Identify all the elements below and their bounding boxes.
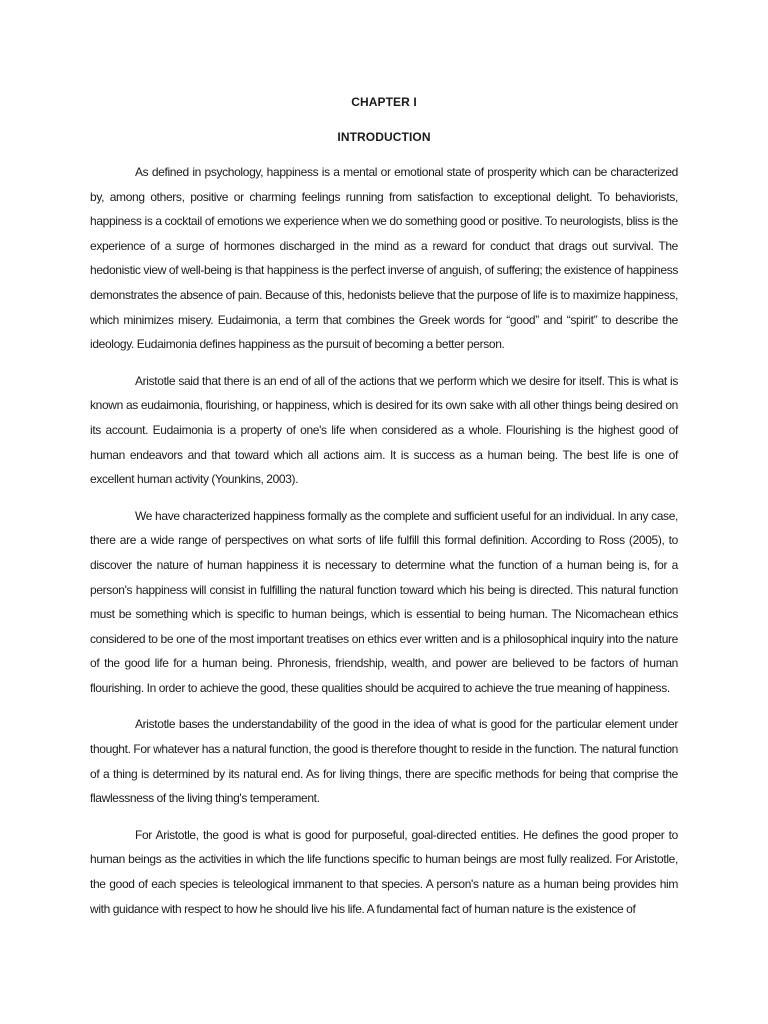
paragraph-5: For Aristotle, the good is what is good for purposeful, goal-directed entities. He defines the good proper to human beings as the activities in which the life functions specific to human beings are most fully realized. For Aristotle, the good of each species is teleological immanent to that species. A person's nature as a human being provides him with guidance with respect to how he should live his life. A fundamental fact of human nature is the existence of bbox=[90, 827, 678, 916]
chapter-heading: CHAPTER I bbox=[351, 95, 417, 109]
section-title: INTRODUCTION bbox=[337, 130, 431, 144]
paragraph-4: Aristotle bases the understandability of the good in the idea of what is good for the particular element under thought. For whatever has a natural function, the good is therefore thought to reside in the function. The natural function of a thing is determined by its natural end. As for living things, there are specific methods for being that comprise the flawlessness of the living thing's temperament. bbox=[90, 717, 679, 806]
paragraph-3: We have characterized happiness formally as the complete and sufficient useful for an individual. In any case, there are a wide range of perspectives on what sorts of life fulfill this formal definition. According to Ross (2005), to discover the nature of human happiness it is necessary to determine what the function of a human being is, for a person's happiness will consist in fulfilling the natural function toward which his being is directed. This natural function must be something which is specific to human beings, which is essential to being human. The Nicomachean ethics considered to be one of the most important treatises on ethics ever written and is a philosophical inquiry into the nature of the good life for a human being. Phronesis, friendship, wealth, and power are believed to be factors of human flourishing. In order to achieve the good, these qualities should be acquired to achieve the true meaning of happiness. bbox=[90, 508, 678, 695]
body-text bbox=[90, 160, 678, 933]
paragraph-2: Aristotle said that there is an end of all of the actions that we perform which we desire for itself. This is what is known as eudaimonia, flourishing, or happiness, which is desired for its own sake with all other things being desired on its account. Eudaimonia is a property of one's life when considered as a whole. Flourishing is the highest good of human endeavors and that toward which all actions aim. It is success as a human being. The best life is one of excellent human activity (Younkins, 2003). bbox=[90, 373, 678, 487]
paragraph-1: As defined in psychology, happiness is a mental or emotional state of prosperity which can be characterized by, among others, positive or charming feelings running from satisfaction to exceptional delight. To behaviorists, happiness is a cocktail of emotions we experience when we do something good or positive. To neurologists, bliss is the experience of a surge of hormones discharged in the mind as a reward for conduct that drags out survival. The hedonistic view of well-being is that happiness is the perfect inverse of anguish, of suffering; the existence of happiness demonstrates the absence of pain. Because of this, hedonists believe that the purpose of life is to maximize happiness, which minimizes misery. Eudaimonia, a term that combines the Greek words for “good” and “spirit” to describe the ideology. Eudaimonia defines happiness as the pursuit of becoming a better person. bbox=[90, 165, 678, 352]
